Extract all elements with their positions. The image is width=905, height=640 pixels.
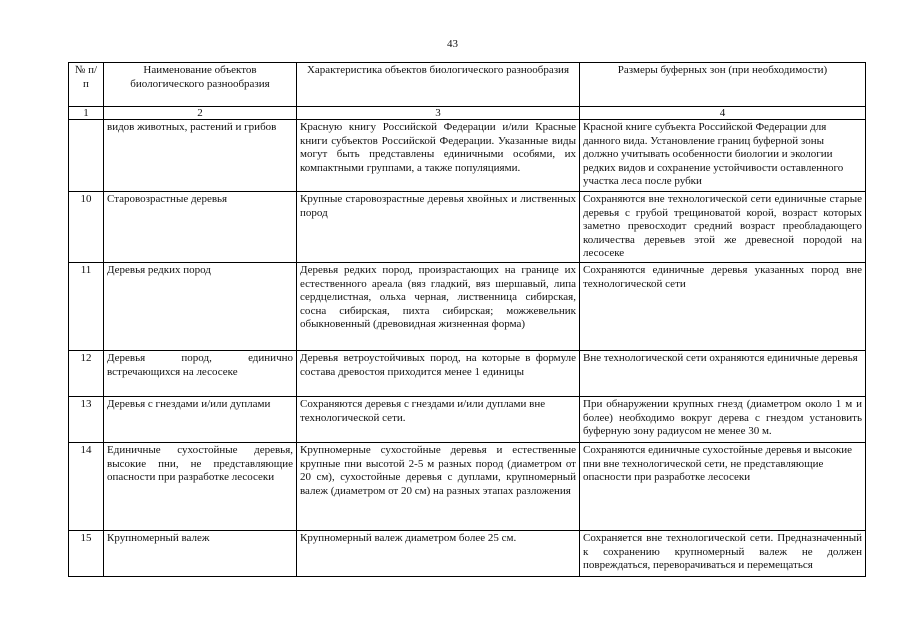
- buffer-zone-size: Сохраняется вне технологической сети. Предназначенный к сохранению крупномерный валеж не должен повреждаться, переворачиваться и перемещаться: [580, 530, 866, 576]
- row-number: 15: [69, 530, 104, 576]
- table-row: [69, 192, 866, 263]
- buffer-zone-size: Сохраняются единичные сухостойные деревья и высокие пни вне технологической сети, не представляющие опасности при разработке лесосеки: [580, 442, 866, 530]
- buffer-zone-size: При обнаружении крупных гнезд (диаметром около 1 м и более) необходимо вокруг дерева с гнездом установить буферную зону радиусом не менее 30 м.: [580, 396, 866, 442]
- row-number: 11: [69, 262, 104, 350]
- object-characteristic: Красную книгу Российской Федерации и/или Красные книги субъектов Российской Федерации. Указанные виды могут быть представлены единичными особями, их компактными группами, а также популяциями.: [297, 120, 580, 192]
- row-number: [69, 120, 104, 192]
- object-characteristic: Сохраняются деревья с гнездами и/или дуплами вне технологической сети.: [297, 396, 580, 442]
- header-characteristic: Характеристика объектов биологического разнообразия: [297, 63, 580, 107]
- header-row: [69, 63, 866, 107]
- column-index: 1: [69, 107, 104, 120]
- object-characteristic: Крупномерный валеж диаметром более 25 см.: [297, 530, 580, 576]
- row-number: 13: [69, 396, 104, 442]
- header-num: № п/п: [69, 63, 104, 107]
- header-buffer-zone: Размеры буферных зон (при необходимости): [580, 63, 866, 107]
- row-number: 10: [69, 192, 104, 263]
- column-index-row: [69, 107, 866, 120]
- object-name: Деревья пород, единично встречающихся на лесосеке: [104, 350, 297, 396]
- table-row: [69, 262, 866, 350]
- table-row: [69, 120, 866, 192]
- object-name: Единичные сухостойные деревья, высокие пни, не представляющие опасности при разработке лесосеки: [104, 442, 297, 530]
- column-index: 4: [580, 107, 866, 120]
- object-characteristic: Крупномерные сухостойные деревья и естественные крупные пни высотой 2-5 м разных пород (диаметром от 20 см), сухостойные деревья с дуплами, крупномерный валеж (диаметром от 20 см) на разных этапах разложения: [297, 442, 580, 530]
- table-row: [69, 530, 866, 576]
- page-number: 43: [447, 38, 458, 50]
- row-number: 12: [69, 350, 104, 396]
- object-name: Крупномерный валеж: [104, 530, 297, 576]
- object-characteristic: Крупные старовозрастные деревья хвойных и лиственных пород: [297, 192, 580, 263]
- table-row: [69, 442, 866, 530]
- column-index: 2: [104, 107, 297, 120]
- table-row: [69, 396, 866, 442]
- buffer-zone-size: Вне технологической сети охраняются единичные деревья: [580, 350, 866, 396]
- buffer-zone-size: Сохраняются вне технологической сети единичные старые деревья с грубой трещиноватой корой, возраст которых заметно превосходит средний возраст преобладающего количества деревьев этой же древесной породой на лесосеке: [580, 192, 866, 263]
- object-name: Старовозрастные деревья: [104, 192, 297, 263]
- object-characteristic: Деревья ветроустойчивых пород, на которые в формуле состава древостоя приходится менее 1 единицы: [297, 350, 580, 396]
- biodiversity-table: [68, 62, 866, 577]
- row-number: 14: [69, 442, 104, 530]
- object-name: Деревья с гнездами и/или дуплами: [104, 396, 297, 442]
- buffer-zone-size: Сохраняются единичные деревья указанных пород вне технологической сети: [580, 262, 866, 350]
- object-name: видов животных, растений и грибов: [104, 120, 297, 192]
- table-row: [69, 350, 866, 396]
- column-index: 3: [297, 107, 580, 120]
- buffer-zone-size: Красной книге субъекта Российской Федерации для данного вида. Установление границ буферной зоны должно учитывать особенности биологии и экологии редких видов и сохранение устойчивости оставленного участка леса после рубки: [580, 120, 866, 192]
- object-name: Деревья редких пород: [104, 262, 297, 350]
- object-characteristic: Деревья редких пород, произрастающих на границе их естественного ареала (вяз гладкий, вяз шершавый, липа сердцелистная, ольха черная, лиственница сибирская, сосна сибирская, пихта сибирская; можжевельник обыкновенный (древовидная жизненная форма): [297, 262, 580, 350]
- header-name: Наименование объектов биологического разнообразия: [104, 63, 297, 107]
